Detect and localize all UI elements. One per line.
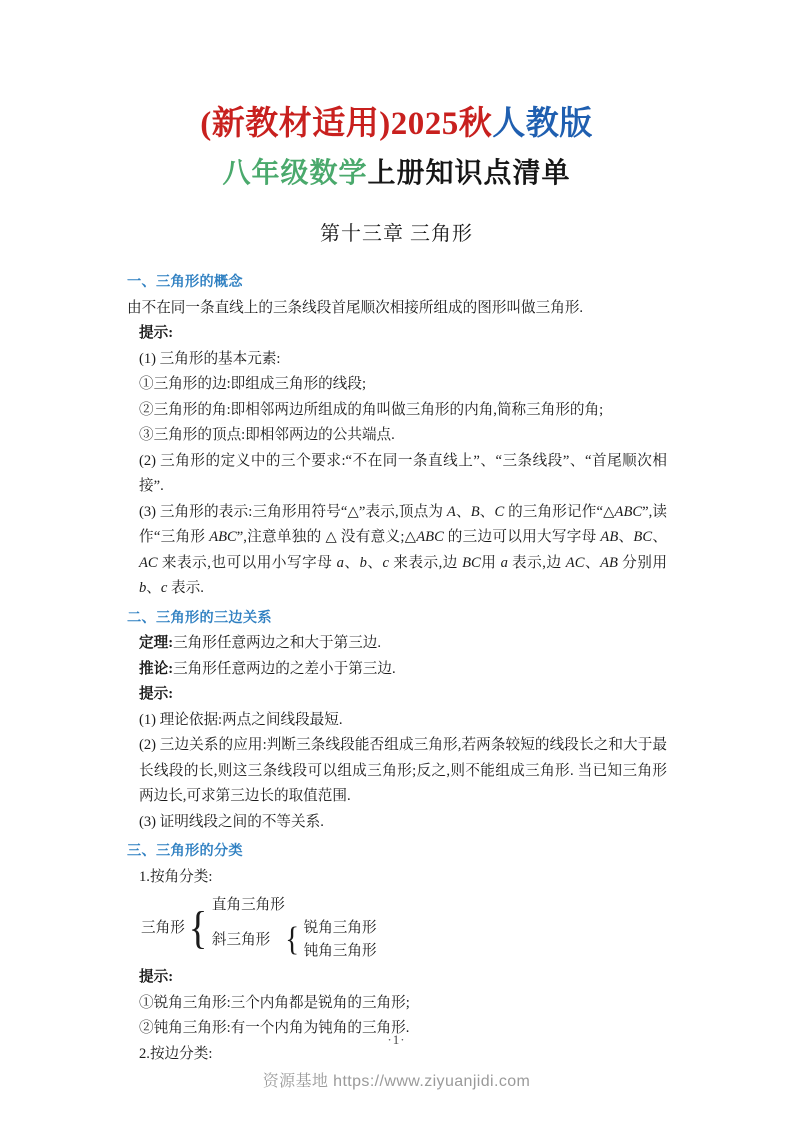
theorem-text: 三角形任意两边之和大于第三边. xyxy=(173,635,382,651)
rep-mid-7: 用 xyxy=(480,554,501,571)
theorem-label: 定理: xyxy=(139,635,174,651)
rep-sep-3: 、 xyxy=(618,529,634,545)
rep-lower-a: a xyxy=(336,554,344,571)
classification-branch-oblique-triangle: 斜三角形 xyxy=(211,931,271,948)
section-1-item-5: (2) 三角形的定义中的三个要求:“不在同一条直线上”、“三条线段”、“首尾顺次相接”. xyxy=(139,452,667,494)
triangle-classification-diagram xyxy=(141,894,667,963)
section-2-corollary xyxy=(127,657,667,683)
section-3-tip-label: 提示: xyxy=(139,969,174,985)
rep-abc-1: ABC xyxy=(614,503,643,520)
rep-vertex-a: A xyxy=(446,503,456,520)
chapter-title: 第十三章 三角形 xyxy=(320,223,473,246)
rep-mid-2: ”,读作“三角形 xyxy=(139,503,667,545)
section-heading-1: 一、三角形的概念 xyxy=(127,274,243,290)
section-1-tip-label: 提示: xyxy=(139,325,174,341)
rep-sep-6: 、 xyxy=(366,554,383,571)
title-book-part: 上册知识点清单 xyxy=(367,158,571,190)
rep-mid-8: 表示,边 xyxy=(507,554,566,571)
rep-mid-9: 分别用 xyxy=(617,554,667,571)
classification-inner-branches xyxy=(304,917,377,963)
section-1-representation xyxy=(127,500,667,602)
section-3-item-2: ②钝角三角形:有一个内角为钝角的三角形. xyxy=(139,1020,410,1036)
classification-root-label: 三角形 xyxy=(141,920,185,936)
classification-oblique-group xyxy=(212,917,377,963)
section-1-item-3: ②三角形的角:即相邻两边所组成的角叫做三角形的内角,简称三角形的角; xyxy=(139,401,604,418)
document-content xyxy=(127,268,667,1067)
rep-mid-4: 的三边可以用大写字母 xyxy=(443,529,601,545)
rep-mid-1: 的三角形记作“△ xyxy=(504,503,615,520)
rep-suffix: 表示. xyxy=(167,580,204,596)
section-2-item-2: (2) 三边关系的应用:判断三条线段能否组成三角形,若两条较短的线段长之和大于最长线段的长,则这三条线段可以组成三角形;反之,则不能组成三角形. 当已知三角形两边长,可求第三边长的取值范围. xyxy=(139,737,667,804)
title-grade-subject: 八年级数学 xyxy=(222,158,368,190)
section-heading-3: 三、三角形的分类 xyxy=(127,843,243,859)
rep-side-bc-2: BC xyxy=(462,554,481,571)
corollary-text: 三角形任意两边的之差小于第三边. xyxy=(173,660,396,677)
rep-sep-8: 、 xyxy=(146,580,161,596)
rep-vertex-b: B xyxy=(470,503,480,520)
rep-side-ab-1: AB xyxy=(600,529,619,545)
rep-vertex-c: C xyxy=(494,503,505,520)
main-title-line-2 xyxy=(0,156,793,191)
rep-abc-3: ABC xyxy=(416,529,444,545)
classification-branch-obtuse-triangle: 钝角三角形 xyxy=(303,943,377,959)
rep-sep-5: 、 xyxy=(343,554,360,571)
section-3-sub-label-2: 2.按边分类: xyxy=(139,1045,213,1062)
classification-branch-right-triangle: 直角三角形 xyxy=(211,897,285,913)
rep-lower-b-2: b xyxy=(139,580,147,596)
title-new-textbook-tag: (新教材适用) xyxy=(200,106,391,142)
section-3-item-1: ①锐角三角形:三个内角都是锐角的三角形; xyxy=(139,994,410,1011)
rep-side-ab-2: AB xyxy=(600,554,618,571)
rep-lower-c-2: c xyxy=(160,580,168,596)
watermark: 资源基地 https://www.ziyuanjidi.com xyxy=(262,1073,531,1090)
title-publisher: 人教版 xyxy=(492,106,593,142)
section-1-item-2: ①三角形的边:即组成三角形的线段; xyxy=(139,376,367,392)
rep-lower-b: b xyxy=(359,554,367,571)
section-2-theorem xyxy=(127,631,667,657)
section-2-item-3: (3) 证明线段之间的不等关系. xyxy=(139,813,324,830)
rep-side-bc-1: BC xyxy=(633,529,653,545)
section-1-item-4: ③三角形的顶点:即相邻两边的公共端点. xyxy=(139,427,395,443)
section-1-definition: 由不在同一条直线上的三条线段首尾顺次相接所组成的图形叫做三角形. xyxy=(127,299,584,316)
rep-sep-1: 、 xyxy=(455,503,471,520)
rep-lower-c: c xyxy=(382,554,390,571)
section-2-tip-label: 提示: xyxy=(139,686,174,702)
rep-sep-7: 、 xyxy=(584,554,601,571)
rep-abc-2: ABC xyxy=(209,529,237,545)
outer-brace-icon: { xyxy=(188,902,208,954)
title-block xyxy=(0,0,793,246)
rep-side-ac-1: AC xyxy=(139,554,158,571)
rep-mid-6: 来表示,边 xyxy=(389,554,463,571)
rep-mid-3: ”,注意单独的 △ 没有意义;△ xyxy=(236,529,417,545)
section-heading-2: 二、三角形的三边关系 xyxy=(127,609,272,626)
classification-sub-wrap xyxy=(274,917,376,963)
section-2-item-1: (1) 理论依据:两点之间线段最短. xyxy=(139,711,343,728)
classification-outer-branches xyxy=(212,894,377,963)
section-1-item-1: (1) 三角形的基本元素: xyxy=(139,350,281,367)
corollary-label: 推论: xyxy=(139,660,174,677)
page-number: ·1· xyxy=(387,1032,406,1047)
rep-prefix: (3) 三角形的表示:三角形用符号“△”表示,顶点为 xyxy=(139,503,447,520)
rep-sep-4: 、 xyxy=(652,529,667,545)
rep-mid-5: 来表示,也可以用小写字母 xyxy=(157,554,337,571)
classification-branch-acute-triangle: 锐角三角形 xyxy=(303,920,377,936)
rep-sep-2: 、 xyxy=(479,503,495,520)
inner-brace-icon: { xyxy=(285,921,300,959)
title-year-term: 2025秋 xyxy=(390,106,493,142)
rep-side-ac-2: AC xyxy=(565,554,585,571)
rep-lower-a-2: a xyxy=(500,554,508,571)
main-title-line-1 xyxy=(0,104,793,145)
section-3-sub-label-1: 1.按角分类: xyxy=(139,868,213,885)
